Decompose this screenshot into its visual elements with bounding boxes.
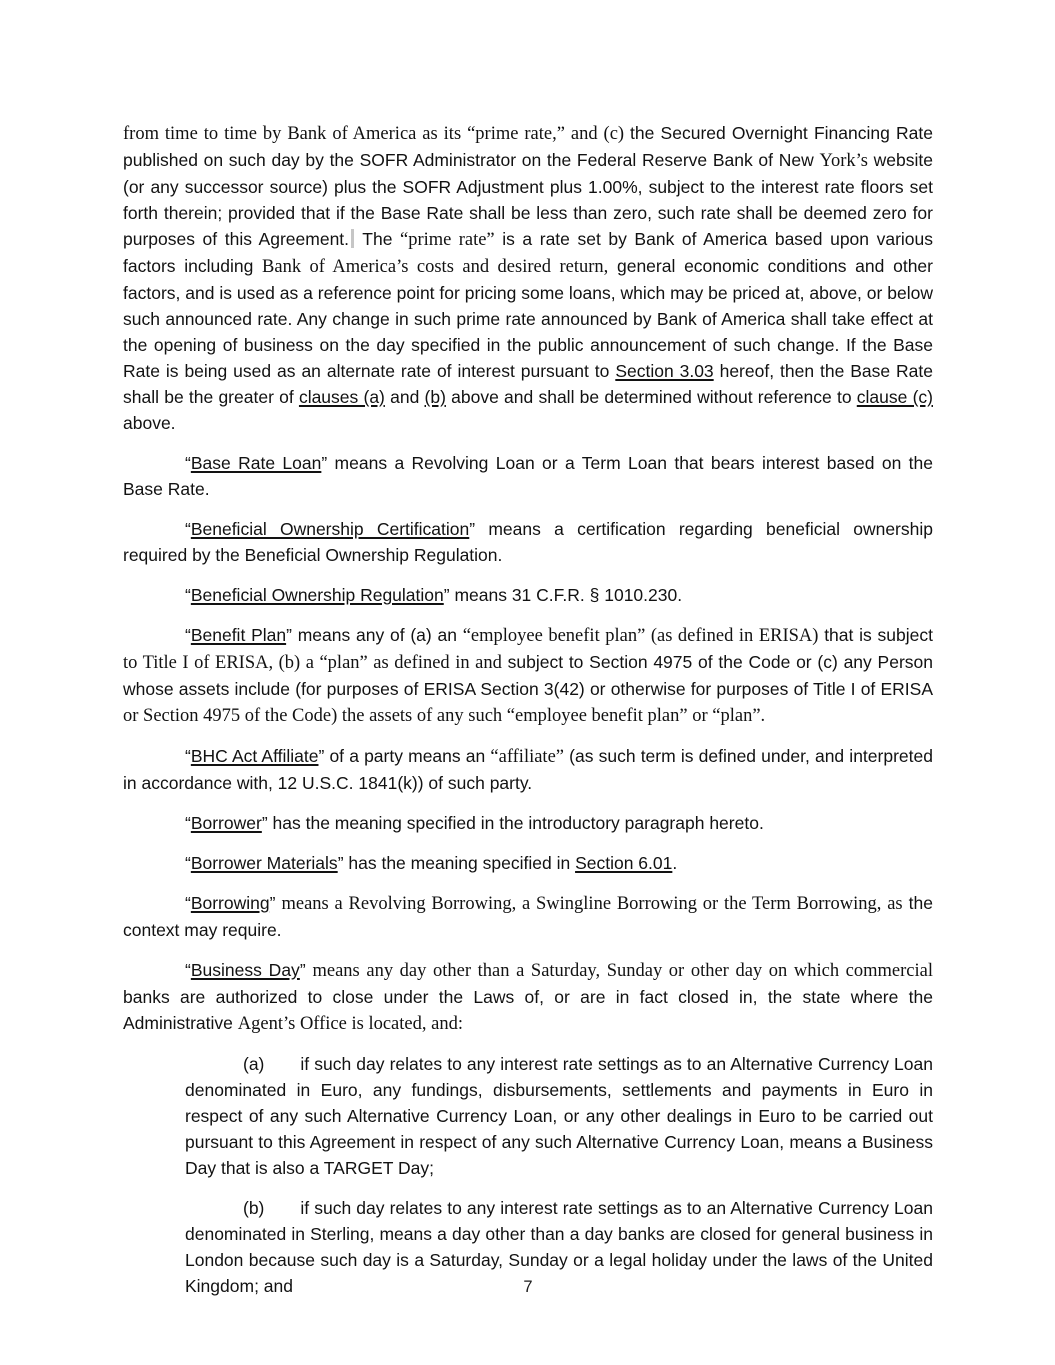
- defined-term: Beneficial Ownership Regulation: [190, 585, 444, 605]
- text-run: subject to Section 4975 of the Code or (c) any Person whose assets include (for purposes of ERISA Section 3(42) or otherwise for purposes of Title I of ERISA: [123, 652, 933, 699]
- text-run: ” means a certification regarding beneficial ownership required by the Beneficial Ownership Regulation.: [123, 519, 933, 565]
- text-run: means any day other than a Saturday, Sunday or other day on which commercial: [312, 961, 933, 981]
- text-run: website (or any successor source) plus the SOFR Adjustment plus 1.00%, subject to the interest rate floors set forth therein; provided that if the Base Rate shall be less than zero, such rate shall be deemed zero for purposes of this Agreement.: [123, 150, 933, 249]
- text-run: and: [384, 387, 425, 407]
- text-run: or Section 4975 of the Code) the assets of any such “employee benefit plan” or “plan”.: [123, 706, 766, 726]
- paragraph-borrower-materials: [123, 850, 933, 876]
- text-run: (b): [243, 1198, 265, 1218]
- text-run: “: [185, 960, 191, 980]
- paragraph-beneficial-ownership-certification: [123, 516, 933, 568]
- scan-caret-artifact: [351, 229, 354, 248]
- text-run: if such day relates to any interest rate settings as to an Alternative Currency Loan denominated in Sterling, means a day other than a day banks are closed for general business in London because such day is a Saturday, Sunday or a legal holiday under the laws of the United Kingdom; and: [185, 1198, 933, 1296]
- text-run: “: [185, 853, 191, 873]
- text-run: ” of a party means an: [318, 746, 491, 766]
- text-run: “: [185, 746, 191, 766]
- text-run: to Title I of ERISA, (b) a “plan” as defined in and: [123, 653, 502, 673]
- text-run: hereof, then the Base Rate shall be the greater of: [123, 361, 933, 407]
- page-number: 7: [523, 1278, 533, 1296]
- paragraph-borrowing: [123, 890, 933, 943]
- paragraph-benefit-plan: [123, 622, 933, 729]
- text-run: “: [185, 625, 191, 645]
- text-run: “: [185, 813, 191, 833]
- defined-term: Borrower: [190, 813, 262, 833]
- text-run: .: [672, 853, 678, 873]
- text-run: ” has the meaning specified in: [337, 853, 576, 873]
- document-body: [123, 120, 933, 1313]
- defined-term: Benefit Plan: [190, 625, 287, 645]
- text-run: (as such term is defined under, and interpreted in accordance with, 12 U.S.C. 1841(k)) of such party.: [123, 746, 933, 793]
- text-run: the context may require.: [123, 893, 933, 940]
- text-run: “: [185, 519, 191, 539]
- defined-term: Beneficial Ownership Certification: [190, 519, 470, 539]
- text-run: above.: [123, 413, 176, 433]
- text-run: banks are authorized to close under the Laws of, or are in fact closed in, the state where the Administrative: [123, 987, 933, 1033]
- defined-term: Borrowing: [190, 893, 270, 913]
- text-run: “: [185, 893, 191, 913]
- paragraph-business-day: [123, 957, 933, 1037]
- text-run: if such day relates to any interest rate settings as to an Alternative Currency Loan denominated in Euro, any fundings, disbursements, settlements and payments in Euro in respect of any such Alternative Currency Loan, or any other dealings in Euro to be carried out pursuant to this Agreement in respect of any such Alternative Currency Loan, means a Business Day that is also a TARGET Day;: [185, 1054, 933, 1178]
- text-run: (a): [243, 1054, 265, 1074]
- text-run: ” means a Revolving Loan or a Term Loan that bears interest based on the Base Rate.: [123, 453, 933, 499]
- text-run: that is subject: [818, 625, 933, 645]
- paragraph-bhc-act-affiliate: [123, 743, 933, 796]
- text-run: “employee benefit plan” (as defined in ERISA): [462, 626, 819, 646]
- paragraph-base-rate-continuation: [123, 120, 933, 436]
- text-run: The: [355, 229, 401, 249]
- text-run: ” has the meaning specified in the introductory paragraph hereto.: [261, 813, 764, 833]
- defined-term: Section 3.03: [615, 361, 714, 381]
- text-run: “: [185, 585, 191, 605]
- text-run: above and shall be determined without reference to: [445, 387, 857, 407]
- text-run: ”: [269, 893, 282, 913]
- paragraph-business-day-clause-a: [185, 1051, 933, 1181]
- text-run: York’s: [819, 151, 868, 171]
- text-run: from time to time by Bank of America as its “prime rate,” and (c): [123, 124, 631, 144]
- text-run: ”: [299, 960, 313, 980]
- text-run: general economic conditions and other factors, and is used as a reference point for pricing some loans, which may be priced at, above, or below such announced rate. Any change in such prime rate announced by Bank of America shall take effect at the opening of business on the day specified in the public announcement of such change. If the Base Rate is being used as an alternate rate of interest pursuant to: [123, 256, 933, 381]
- defined-term: Borrower Materials: [190, 853, 338, 873]
- defined-term: (b): [424, 387, 446, 407]
- text-run: the Secured Overnight Financing Rate published on such day by the SOFR Administrator on the Federal Reserve Bank of New: [123, 123, 934, 170]
- defined-term: Section 6.01: [575, 853, 673, 873]
- paragraph-borrower: [123, 810, 933, 836]
- text-run: ” means 31 C.F.R. § 1010.230.: [443, 585, 683, 605]
- text-run: means a Revolving Borrowing, a Swingline Borrowing or the Term Borrowing, as: [281, 894, 903, 914]
- text-run: is a rate set by Bank of America based upon various factors including: [123, 229, 933, 276]
- text-run: ” means any of (a) an: [286, 625, 463, 645]
- defined-term: Business Day: [190, 960, 300, 980]
- text-run: Agent’s Office is located, and:: [237, 1014, 463, 1034]
- text-run: “: [185, 453, 191, 473]
- defined-term: clause (c): [856, 387, 933, 407]
- defined-term: clauses (a): [298, 387, 385, 407]
- defined-term: BHC Act Affiliate: [190, 746, 319, 766]
- text-run: “affiliate”: [490, 747, 564, 767]
- paragraph-beneficial-ownership-regulation: [123, 582, 933, 608]
- text-run: “prime rate”: [400, 230, 495, 250]
- defined-term: Base Rate Loan: [190, 453, 322, 473]
- text-run: Bank of America’s costs and desired return,: [262, 257, 609, 277]
- paragraph-base-rate-loan: [123, 450, 933, 502]
